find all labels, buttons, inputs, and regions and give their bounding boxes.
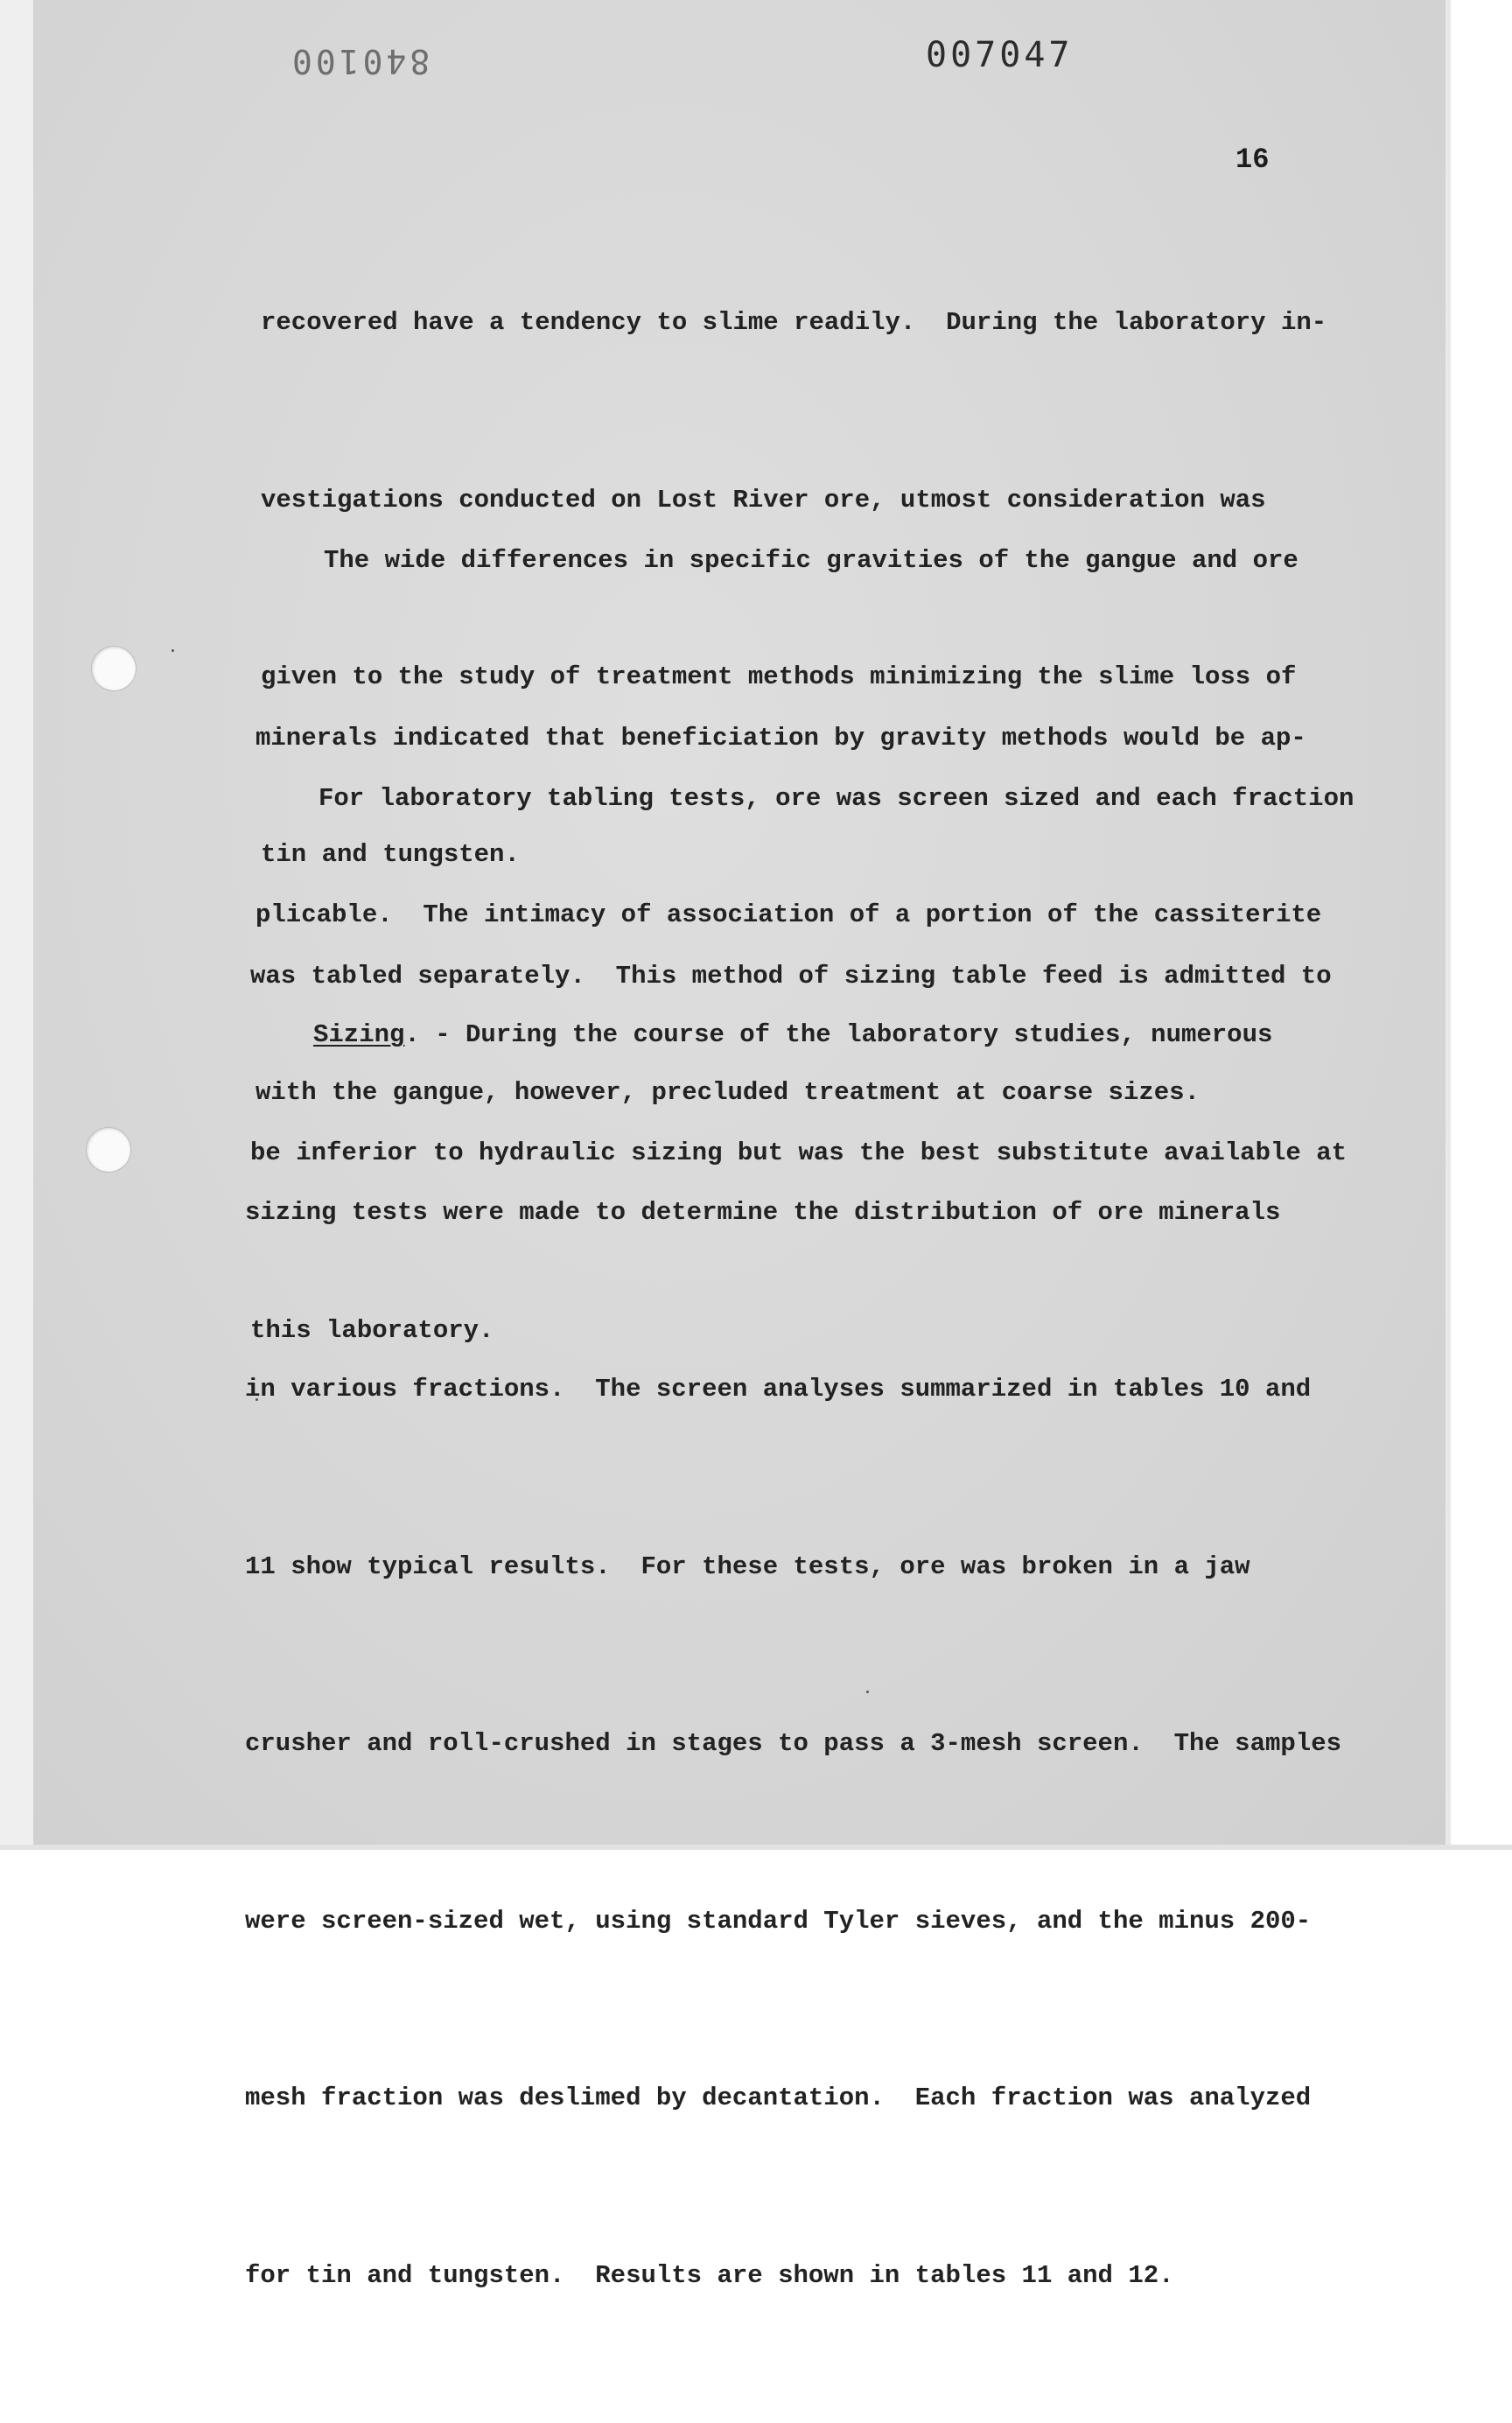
- text-line: plicable. The intimacy of association of a portion of the cassiterite: [256, 900, 1322, 929]
- punch-hole: [91, 646, 136, 691]
- text-line: this laboratory.: [250, 1315, 494, 1345]
- text-line: were screen-sized wet, using standard Tyler sieves, and the minus 200-: [245, 1906, 1312, 1936]
- text-line: The wide differences in specific gravities of the gangue and ore: [324, 546, 1298, 575]
- paragraph-sizing: [245, 887, 1341, 2423]
- text-line: minerals indicated that beneficiation by gravity methods would be ap-: [256, 723, 1306, 753]
- paper-speck: [172, 649, 174, 652]
- text-line: tin and tungsten.: [261, 839, 520, 869]
- text-line: was tabled separately. This method of sizing table feed is admitted to: [250, 961, 1332, 991]
- text-run: . - During the course of the laboratory studies, numerous: [404, 1020, 1273, 1049]
- punch-hole: [86, 1127, 131, 1173]
- text-line: sizing tests were made to determine the distribution of ore minerals: [245, 1197, 1281, 1227]
- section-heading-sizing: Sizing: [313, 1020, 405, 1049]
- text-line: 11 show typical results. For these tests, ore was broken in a jaw: [245, 1551, 1250, 1581]
- text-line: mesh fraction was deslimed by decantation. Each fraction was analyzed: [245, 2083, 1312, 2112]
- document-stamp-number: 007047: [926, 35, 1074, 75]
- text-line: in various fractions. The screen analyses summarized in tables 10 and: [245, 1375, 1312, 1404]
- text-line: crusher and roll-crushed in stages to pass a 3-mesh screen. The samples: [245, 1729, 1342, 1758]
- text-line: recovered have a tendency to slime readily. During the laboratory in-: [261, 308, 1327, 337]
- text-line: [245, 1005, 1341, 1065]
- text-line: vestigations conducted on Lost River ore, utmost consideration was: [261, 485, 1266, 515]
- mirrored-stamp-number: 840100: [289, 42, 430, 81]
- scanner-margin: [0, 0, 33, 1845]
- text-line: be inferior to hydraulic sizing but was the best substitute available at: [250, 1138, 1348, 1167]
- text-line: given to the study of treatment methods minimizing the slime loss of: [261, 662, 1297, 691]
- page-number: 16: [1236, 144, 1270, 176]
- text-line: with the gangue, however, precluded treatment at coarse sizes.: [256, 1077, 1200, 1107]
- text-line: For laboratory tabling tests, ore was screen sized and each fraction: [318, 784, 1354, 813]
- text-line: for tin and tungsten. Results are shown in tables 11 and 12.: [245, 2260, 1174, 2290]
